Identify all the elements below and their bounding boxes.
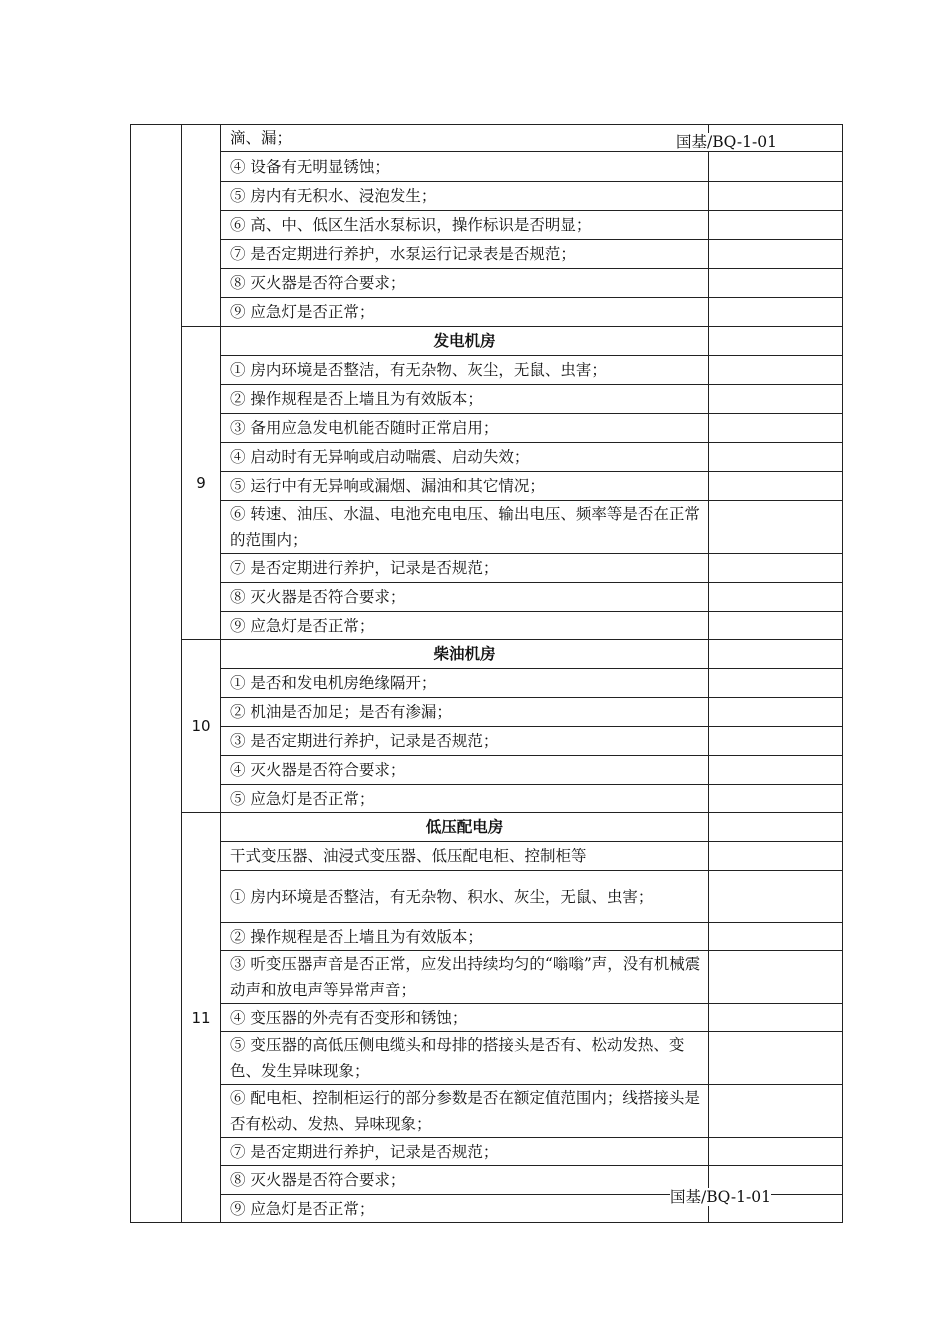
result-cell[interactable] [709, 211, 843, 240]
section-title: 柴油机房 [221, 640, 709, 669]
check-item: ② 操作规程是否上墙且为有效版本； [221, 923, 709, 951]
result-cell[interactable] [709, 472, 843, 501]
check-item: ④ 启动时有无异响或启动喘震、启动失效； [221, 443, 709, 472]
check-item: ④ 灭火器是否符合要求； [221, 756, 709, 785]
result-cell[interactable] [709, 640, 843, 669]
check-item: ③ 备用应急发电机能否随时正常启用； [221, 414, 709, 443]
check-item: ④ 变压器的外壳有否变形和锈蚀； [221, 1004, 709, 1032]
section-number: 10 [182, 640, 221, 813]
result-cell[interactable] [709, 327, 843, 356]
form-code-top: 国基/BQ-1-01 [676, 133, 777, 151]
section-number: 11 [182, 813, 221, 1223]
result-cell[interactable] [709, 923, 843, 951]
check-item: ⑤ 变压器的高低压侧电缆头和母排的搭接头是否有、松动发热、变色、发生异味现象； [221, 1032, 709, 1085]
result-cell[interactable] [709, 669, 843, 698]
check-item: ⑨ 应急灯是否正常； [221, 612, 709, 640]
result-cell[interactable] [709, 612, 843, 640]
inspection-table [130, 124, 843, 1223]
check-item: ⑨ 应急灯是否正常； [221, 298, 709, 327]
check-item: ③ 听变压器声音是否正常，应发出持续均匀的“嗡嗡”声，没有机械震动声和放电声等异常声音； [221, 951, 709, 1004]
check-item: ⑨ 应急灯是否正常； [221, 1195, 709, 1223]
check-item: ① 房内环境是否整洁，有无杂物、积水、灰尘，无鼠、虫害； [221, 871, 709, 923]
check-item: ⑧ 灭火器是否符合要求； [221, 1166, 709, 1195]
result-cell[interactable] [709, 152, 843, 182]
result-cell[interactable] [709, 298, 843, 327]
check-item: ⑧ 灭火器是否符合要求； [221, 269, 709, 298]
check-item: ⑦ 是否定期进行养护，记录是否规范； [221, 554, 709, 583]
result-cell[interactable] [709, 240, 843, 269]
check-item: ① 是否和发电机房绝缘隔开； [221, 669, 709, 698]
check-item: ⑤ 房内有无积水、浸泡发生； [221, 182, 709, 211]
section-title: 低压配电房 [221, 813, 709, 842]
result-cell[interactable] [709, 182, 843, 211]
result-cell[interactable] [709, 813, 843, 842]
check-item: ④ 设备有无明显锈蚀； [221, 152, 709, 182]
result-cell[interactable] [709, 951, 843, 1004]
check-item: ⑧ 灭火器是否符合要求； [221, 583, 709, 612]
check-item: ⑤ 运行中有无异响或漏烟、漏油和其它情况； [221, 472, 709, 501]
result-cell[interactable] [709, 842, 843, 871]
result-cell[interactable] [709, 1138, 843, 1166]
result-cell[interactable] [709, 385, 843, 414]
section-number: 9 [182, 327, 221, 640]
result-cell[interactable] [709, 554, 843, 583]
check-item: ⑥ 转速、油压、水温、电池充电电压、输出电压、频率等是否在正常的范围内； [221, 501, 709, 554]
check-item: ⑥ 配电柜、控制柜运行的部分参数是否在额定值范围内；线搭接头是否有松动、发热、异味现象； [221, 1085, 709, 1138]
result-cell[interactable] [709, 414, 843, 443]
result-cell[interactable] [709, 727, 843, 756]
section-number-8-continued [182, 125, 221, 327]
category-column [131, 125, 182, 1223]
result-cell[interactable] [709, 356, 843, 385]
check-item: 干式变压器、油浸式变压器、低压配电柜、控制柜等 [221, 842, 709, 871]
result-cell[interactable] [709, 501, 843, 554]
check-item: ⑦ 是否定期进行养护，记录是否规范； [221, 1138, 709, 1166]
result-cell[interactable] [709, 1085, 843, 1138]
result-cell[interactable] [709, 1004, 843, 1032]
result-cell[interactable] [709, 269, 843, 298]
result-cell[interactable] [709, 698, 843, 727]
result-cell[interactable] [709, 756, 843, 785]
inspection-table-sheet [130, 124, 842, 1223]
check-item: 滴、漏； [221, 125, 709, 152]
check-item: ⑦ 是否定期进行养护，水泵运行记录表是否规范； [221, 240, 709, 269]
check-item: ⑤ 应急灯是否正常； [221, 785, 709, 813]
form-code-bottom: 国基/BQ-1-01 [670, 1188, 771, 1206]
result-cell[interactable] [709, 583, 843, 612]
result-cell[interactable] [709, 443, 843, 472]
result-cell[interactable] [709, 1032, 843, 1085]
check-item: ② 操作规程是否上墙且为有效版本； [221, 385, 709, 414]
check-item: ① 房内环境是否整洁，有无杂物、灰尘，无鼠、虫害； [221, 356, 709, 385]
section-title: 发电机房 [221, 327, 709, 356]
result-cell[interactable] [709, 785, 843, 813]
check-item: ③ 是否定期进行养护，记录是否规范； [221, 727, 709, 756]
result-cell[interactable] [709, 871, 843, 923]
check-item: ② 机油是否加足；是否有渗漏； [221, 698, 709, 727]
check-item: ⑥ 高、中、低区生活水泵标识，操作标识是否明显； [221, 211, 709, 240]
